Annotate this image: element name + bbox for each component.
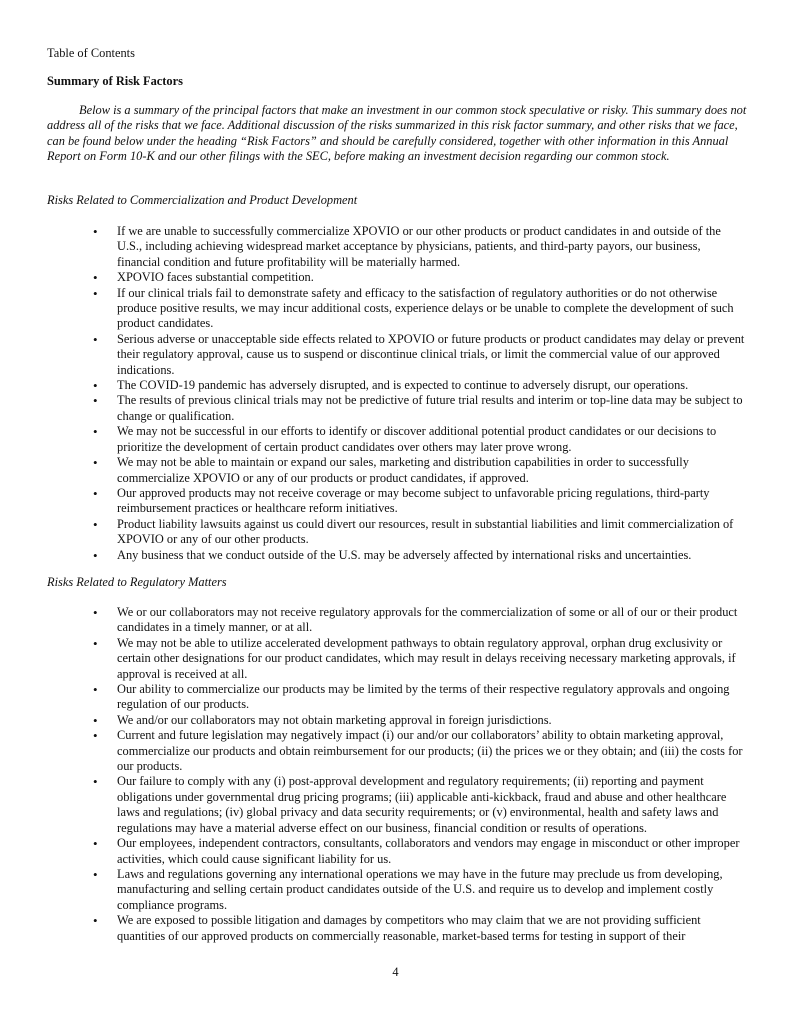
list-item: • Current and future legislation may negatively impact (i) our and/or our collaborators’ ability to obtain marketing approval, commercialize our products and obtain reimbursement for our products; (ii) the prices we or they obtain; and (iii) the costs for our products. [117, 728, 747, 774]
list-item: • If our clinical trials fail to demonstrate safety and efficacy to the satisfaction of regulatory authorities or do not otherwise produce positive results, we may incur additional costs, experience delays or be unable to complete the development of such product candidates. [117, 286, 747, 332]
list-item: • We may not be able to maintain or expand our sales, marketing and distribution capabilities in order to successfully commercialize XPOVIO or any of our products or product candidates, if approved. [117, 455, 747, 486]
summary-heading: Summary of Risk Factors [47, 74, 183, 88]
section-title-regulatory: Risks Related to Regulatory Matters [47, 575, 227, 589]
summary-intro: Below is a summary of the principal factors that make an investment in our common stock speculative or risky. This summary does not address all of the risks that we face. Additional discussion of the risks summarized in this risk factor summary, and other risks that we face, can be found below under the heading “Risk Factors” and should be carefully considered, together with other information in this Annual Report on Form 10-K and our other filings with the SEC, before making an investment decision regarding our common stock. [47, 103, 747, 164]
list-item: • Our employees, independent contractors, consultants, collaborators and vendors may engage in misconduct or other improper activities, which could cause significant liability for us. [117, 836, 747, 867]
page-number: 4 [392, 965, 399, 979]
regulatory-risk-list [117, 605, 747, 944]
list-item: • We and/or our collaborators may not obtain marketing approval in foreign jurisdictions. [117, 713, 747, 728]
list-item: • Laws and regulations governing any international operations we may have in the future may preclude us from developing, manufacturing and selling certain product candidates outside of the U.S. and require us to develop and implement costly compliance programs. [117, 867, 747, 913]
list-item: • We may not be successful in our efforts to identify or discover additional potential product candidates or our decisions to prioritize the development of certain product candidates over others may later prove wrong. [117, 424, 747, 455]
list-item: • Our failure to comply with any (i) post-approval development and regulatory requirements; (ii) reporting and payment obligations under governmental drug pricing programs; (iii) applicable anti-kickback, fraud and abuse and other healthcare laws and regulations; (iv) global privacy and data security requirements; or (v) environmental, health and safety laws and regulations may have a material adverse effect on our business, financial condition or results of operations. [117, 774, 747, 836]
list-item: • Our ability to commercialize our products may be limited by the terms of their respective regulatory approvals and ongoing regulation of our products. [117, 682, 747, 713]
list-item: • If we are unable to successfully commercialize XPOVIO or our other products or product candidates in and outside of the U.S., including achieving widespread market acceptance by physicians, patients, and third-party payors, our business, financial condition and future profitability will be materially harmed. [117, 224, 747, 270]
list-item: • We may not be able to utilize accelerated development pathways to obtain regulatory approval, orphan drug exclusivity or certain other designations for our product candidates, which may result in delays receiving necessary marketing approvals, if approval is received at all. [117, 636, 747, 682]
list-item: • We or our collaborators may not receive regulatory approvals for the commercialization of some or all of our or their product candidates in a timely manner, or at all. [117, 605, 747, 636]
list-item: • Our approved products may not receive coverage or may become subject to unfavorable pricing regulations, third-party reimbursement practices or healthcare reform initiatives. [117, 486, 747, 517]
list-item: • Serious adverse or unacceptable side effects related to XPOVIO or future products or product candidates may delay or prevent their regulatory approval, cause us to suspend or discontinue clinical trials, or limit the commercial value of our approved indications. [117, 332, 747, 378]
section-title-commercialization: Risks Related to Commercialization and Product Development [47, 193, 358, 207]
commercialization-risk-list [117, 224, 747, 563]
table-of-contents-link[interactable]: Table of Contents [47, 46, 135, 60]
list-item: • Product liability lawsuits against us could divert our resources, result in substantial liabilities and limit commercialization of XPOVIO or any of our other products. [117, 517, 747, 548]
list-item: • Any business that we conduct outside of the U.S. may be adversely affected by international risks and uncertainties. [117, 548, 747, 563]
list-item: • We are exposed to possible litigation and damages by competitors who may claim that we are not providing sufficient quantities of our approved products on commercially reasonable, market-based terms for testing in support of their [117, 913, 747, 944]
list-item: • The results of previous clinical trials may not be predictive of future trial results and interim or top-line data may be subject to change or qualification. [117, 393, 747, 424]
list-item: • XPOVIO faces substantial competition. [117, 270, 747, 285]
list-item: • The COVID-19 pandemic has adversely disrupted, and is expected to continue to adversely disrupt, our operations. [117, 378, 747, 393]
